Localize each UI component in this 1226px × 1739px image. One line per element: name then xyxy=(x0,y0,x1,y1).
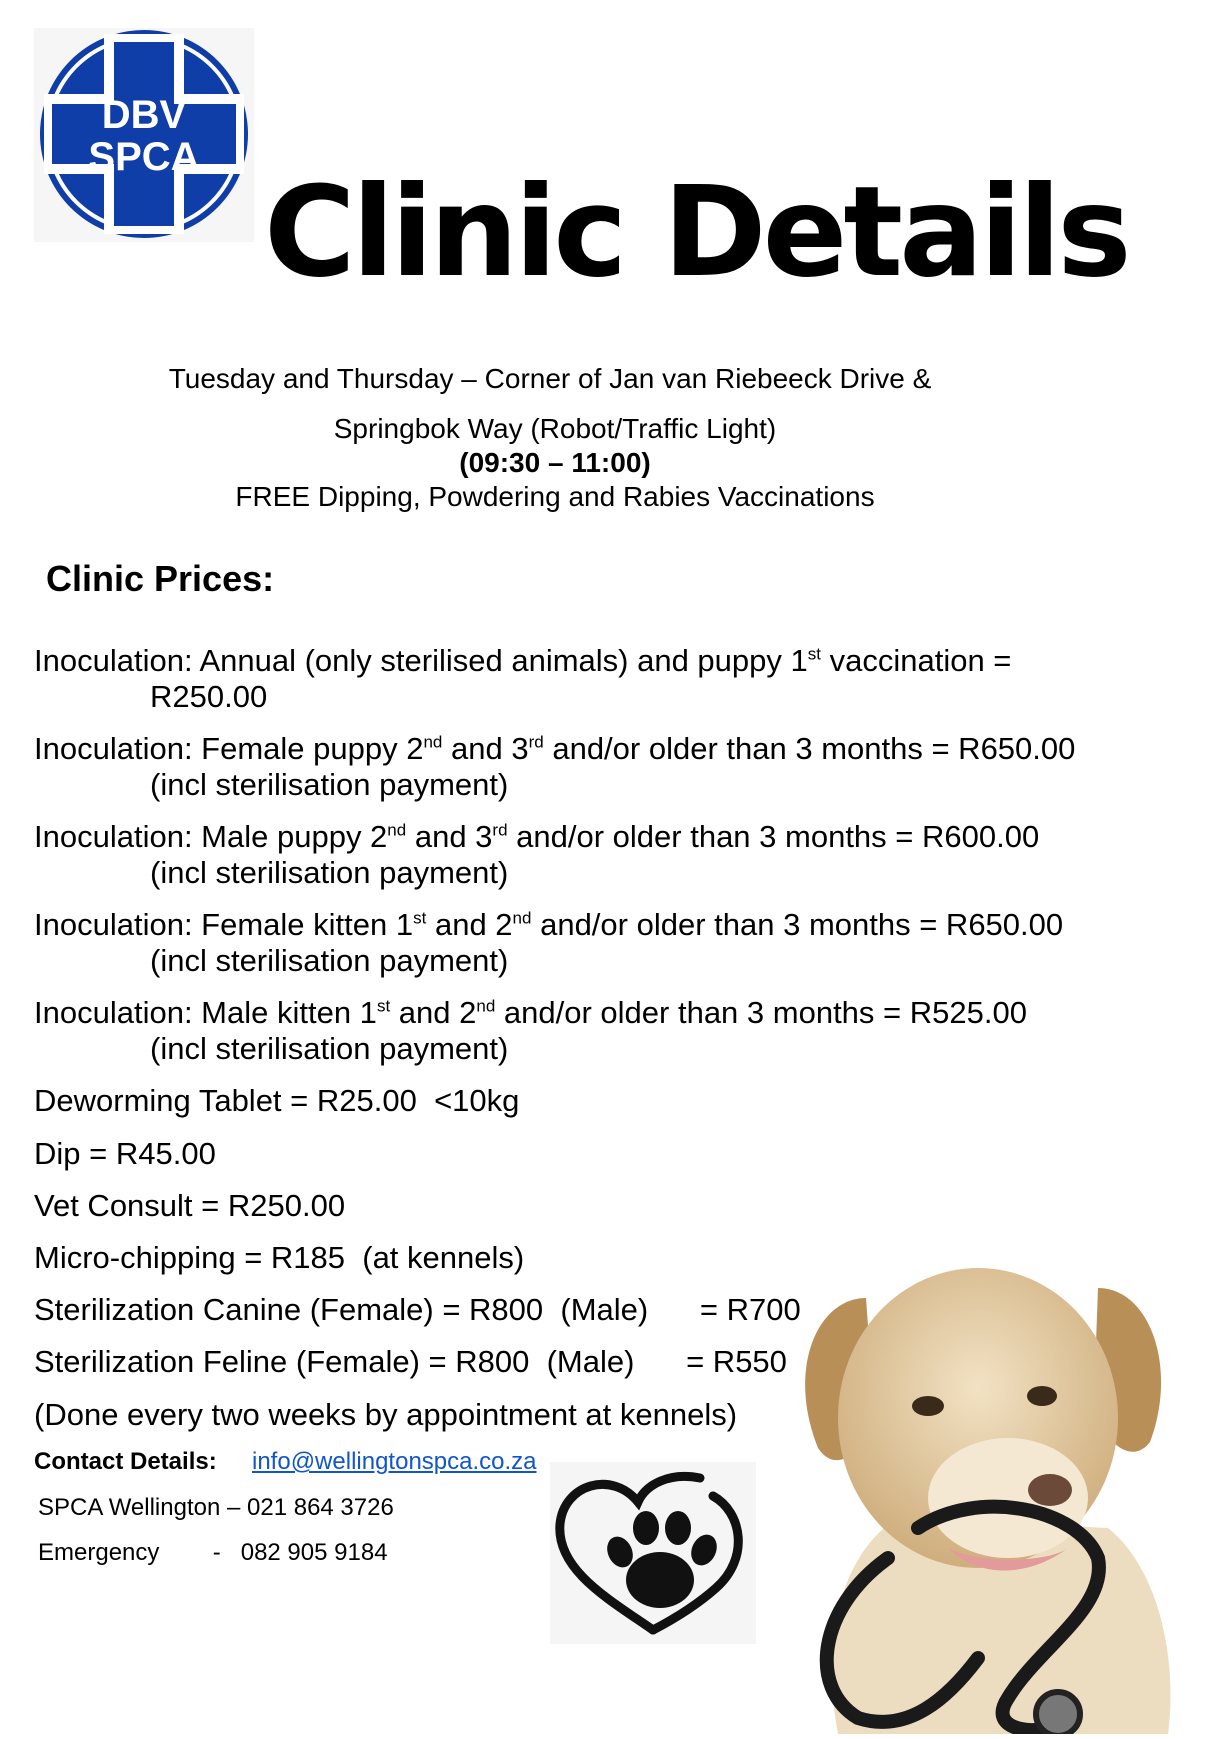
price-item-male-kitten: Inoculation: Male kitten 1st and 2nd and/or older than 3 months = R525.00 (incl sterilisation payment) xyxy=(34,995,1027,1066)
free-services: FREE Dipping, Powdering and Rabies Vaccinations xyxy=(235,481,875,512)
price-item-male-puppy: Inoculation: Male puppy 2nd and 3rd and/or older than 3 months = R600.00 (incl sterilisation payment) xyxy=(34,819,1040,890)
schedule-time: (09:30 – 11:00) xyxy=(459,447,651,478)
price-item-dip: Dip = R45.00 xyxy=(34,1136,216,1171)
heart-paw-icon xyxy=(550,1462,756,1644)
schedule-line-2: Springbok Way (Robot/Traffic Light) xyxy=(333,413,777,444)
email-link[interactable]: info@wellingtonspca.co.za xyxy=(252,1448,537,1475)
price-item-annual-inoculation: Inoculation: Annual (only sterilised animals) and puppy 1st vaccination = R250.00 xyxy=(34,643,1012,714)
contact-emergency: Emergency - 082 905 9184 xyxy=(38,1539,388,1566)
contact-phone: SPCA Wellington – 021 864 3726 xyxy=(38,1494,394,1521)
prices-heading: Clinic Prices: xyxy=(46,558,275,599)
price-item-sterilization-canine: Sterilization Canine (Female) = R800 (Male) = R700 xyxy=(34,1292,801,1327)
price-item-sterilization-feline: Sterilization Feline (Female) = R800 (Male) = R550 xyxy=(34,1344,787,1379)
logo-text-spca: SPCA xyxy=(88,135,200,179)
price-item-vet-consult: Vet Consult = R250.00 xyxy=(34,1188,346,1223)
puppy-with-stethoscope-image xyxy=(778,1228,1198,1734)
price-item-deworming: Deworming Tablet = R25.00 <10kg xyxy=(34,1083,520,1118)
price-note-appointment: (Done every two weeks by appointment at kennels) xyxy=(34,1397,738,1432)
price-item-microchipping: Micro-chipping = R185 (at kennels) xyxy=(34,1240,525,1275)
contact-label: Contact Details: xyxy=(34,1448,217,1475)
logo-text-dbv: DBV xyxy=(101,93,187,137)
schedule-line-1: Tuesday and Thursday – Corner of Jan van Riebeeck Drive & xyxy=(168,363,932,394)
price-item-female-puppy: Inoculation: Female puppy 2nd and 3rd and/or older than 3 months = R650.00 (incl sterilisation payment) xyxy=(34,731,1076,802)
spca-logo xyxy=(34,28,254,242)
price-item-female-kitten: Inoculation: Female kitten 1st and 2nd and/or older than 3 months = R650.00 (incl sterilisation payment) xyxy=(34,907,1064,978)
page-title: Clinic Details xyxy=(264,160,1128,305)
